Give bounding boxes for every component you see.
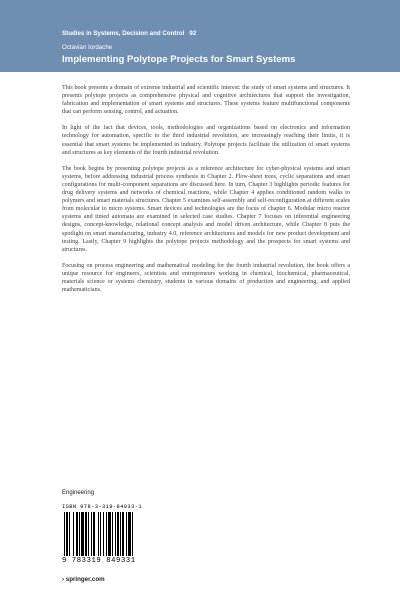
publisher-website: › springer.com: [62, 576, 105, 583]
book-title: Implementing Polytope Projects for Smart Systems: [62, 54, 296, 65]
isbn-text: ISBN 978-3-319-84933-1: [62, 504, 142, 510]
blurb-text: [62, 84, 350, 302]
blurb-paragraph: In light of the fact that devices, tools, methodologies and organizations based on electronics and information technology for automation, specific to the third industrial revolution, are increasingly reaching their limits, it is essential that smart systems be implemented in industry. Polytope projects facilitate the utilization of smart systems and structures as key elements of the fourth industrial revolution.: [62, 125, 350, 156]
cover-header-band: [0, 0, 400, 72]
series-line: [62, 30, 196, 37]
barcode-bars: [62, 512, 154, 556]
isbn-barcode: [62, 504, 154, 570]
series-name: Studies in Systems, Decision and Control: [62, 30, 185, 37]
blurb-paragraph: Focusing on process engineering and mathematical modeling for the fourth industrial revolution, the book offers a unique resource for engineers, scientists and entrepreneurs working in chemical, biochemical, pharmaceutical, materials science or systems chemistry, students in various domains of production and engineering, and applied mathematicians.: [62, 262, 350, 294]
barcode-number: 9 783319 849331: [62, 557, 136, 565]
category-label: Engineering: [62, 490, 95, 496]
blurb-paragraph: This book presents a domain of extreme industrial and scientific interest: the study of smart systems and structures. It presents polytope projects as comprehensive physical and cognitive architectures that support the investigation, fabrication and implementation of smart systems and structures. These systems feature multifunctional components that can perform sensing, control, and actuation.: [62, 85, 350, 116]
series-number: 92: [189, 30, 197, 37]
author-name: Octavian Iordache: [62, 44, 113, 51]
blurb-paragraph: The book begins by presenting polytope projects as a reference architecture for cyber-physical systems and smart systems, before addressing industrial process synthesis in Chapter 2. Flow-sheet trees, cyclic separations and smart configurations for multi-component separations are discussed here. In turn, Chapter 3 highlights periodic features for drug delivery systems and networks of chemical reactions, while Chapter 4 applies conditioned random walks to polymers and smart materials structures. Chapter 5 examines self-assembly and self-reconfiguration at different scales from molecular to micro systems. Smart devices and technologies are the focus of chapter 6. Modular micro reactor systems and timed automata are examined in selected case studies. Chapter 7 focuses on inferential engineering designs, concept-knowledge, relational concept analysis and model driven architecture, while Chapter 8 puts the spotlight on smart manufacturing, industry 4.0, reference architectures and models for new product development and testing. Lastly, Chapter 9 highlights the polytope projects methodology and the prospects for smart systems and structures.: [62, 165, 350, 253]
